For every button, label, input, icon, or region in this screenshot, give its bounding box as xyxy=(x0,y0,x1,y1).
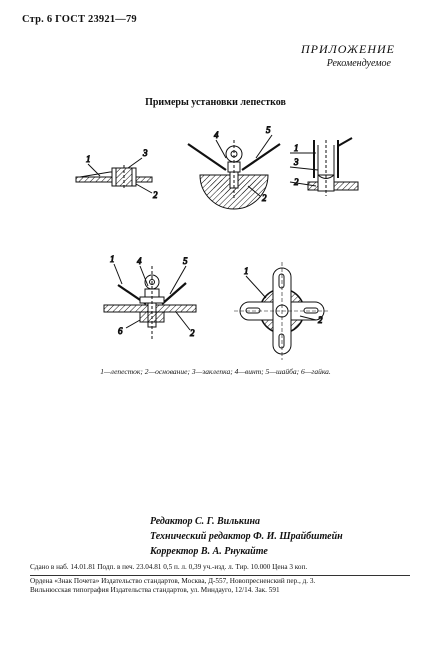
fig1-label-2: 2 xyxy=(153,190,158,200)
legend: 1—лепесток; 2—основание; 3—заклепка; 4—винт; 5—шайба; 6—гайка. xyxy=(100,367,331,376)
figure-rivet-flat xyxy=(76,148,158,200)
fig2-label-2: 2 xyxy=(262,193,267,203)
figure-screw-round xyxy=(188,125,280,209)
appendix-title: ПРИЛОЖЕНИЕ xyxy=(301,42,395,56)
fig4-label-1: 1 xyxy=(110,254,115,264)
pub-line-2: Ордена «Знак Почета» Издательство стандартов, Москва, Д-557, Новопресненский пер., д. 3. xyxy=(30,576,316,585)
fig4-label-6: 6 xyxy=(118,326,123,336)
pub-line-1: Сдано в наб. 14.01.81 Подп. в печ. 23.04.81 0,5 п. л. 0,39 уч.-изд. л. Тир. 10.000 Цена 3 коп. xyxy=(30,563,308,571)
figure-rivet-vertical xyxy=(290,138,358,196)
appendix-subtitle: Рекомендуемое xyxy=(326,58,391,69)
credit-editor: Редактор С. Г. Вилькина xyxy=(150,516,261,527)
fig4-label-4: 4 xyxy=(137,256,142,266)
divider-rule xyxy=(30,575,410,576)
fig1-label-1: 1 xyxy=(86,154,91,164)
fig3-label-2: 2 xyxy=(294,177,299,187)
credit-proofreader: Корректор В. А. Рнукайте xyxy=(150,546,268,557)
figure-screw-nut xyxy=(104,254,196,340)
fig5-label-2: 2 xyxy=(318,315,323,325)
fig5-label-1: 1 xyxy=(244,266,249,276)
credit-tech-editor: Технический редактор Ф. И. Шрайбштейн xyxy=(150,531,343,542)
fig1-label-3: 3 xyxy=(143,148,148,158)
credits-block xyxy=(150,514,343,559)
fig2-label-5: 5 xyxy=(266,125,271,135)
fig4-label-5: 5 xyxy=(183,256,188,266)
publication-info xyxy=(30,563,315,596)
figure-cross-topview xyxy=(234,262,330,360)
pub-line-3: Вильнюсская типография Издательства стандартов, ул. Миндауго, 12/14. Зак. 591 xyxy=(30,586,280,594)
page-header: Стр. 6 ГОСТ 23921—79 xyxy=(22,14,137,25)
fig3-label-1: 1 xyxy=(294,143,299,153)
fig2-label-4: 4 xyxy=(214,130,219,140)
fig4-label-2: 2 xyxy=(190,328,195,338)
fig3-label-3: 3 xyxy=(294,157,299,167)
section-title: Примеры установки лепестков xyxy=(145,97,286,108)
